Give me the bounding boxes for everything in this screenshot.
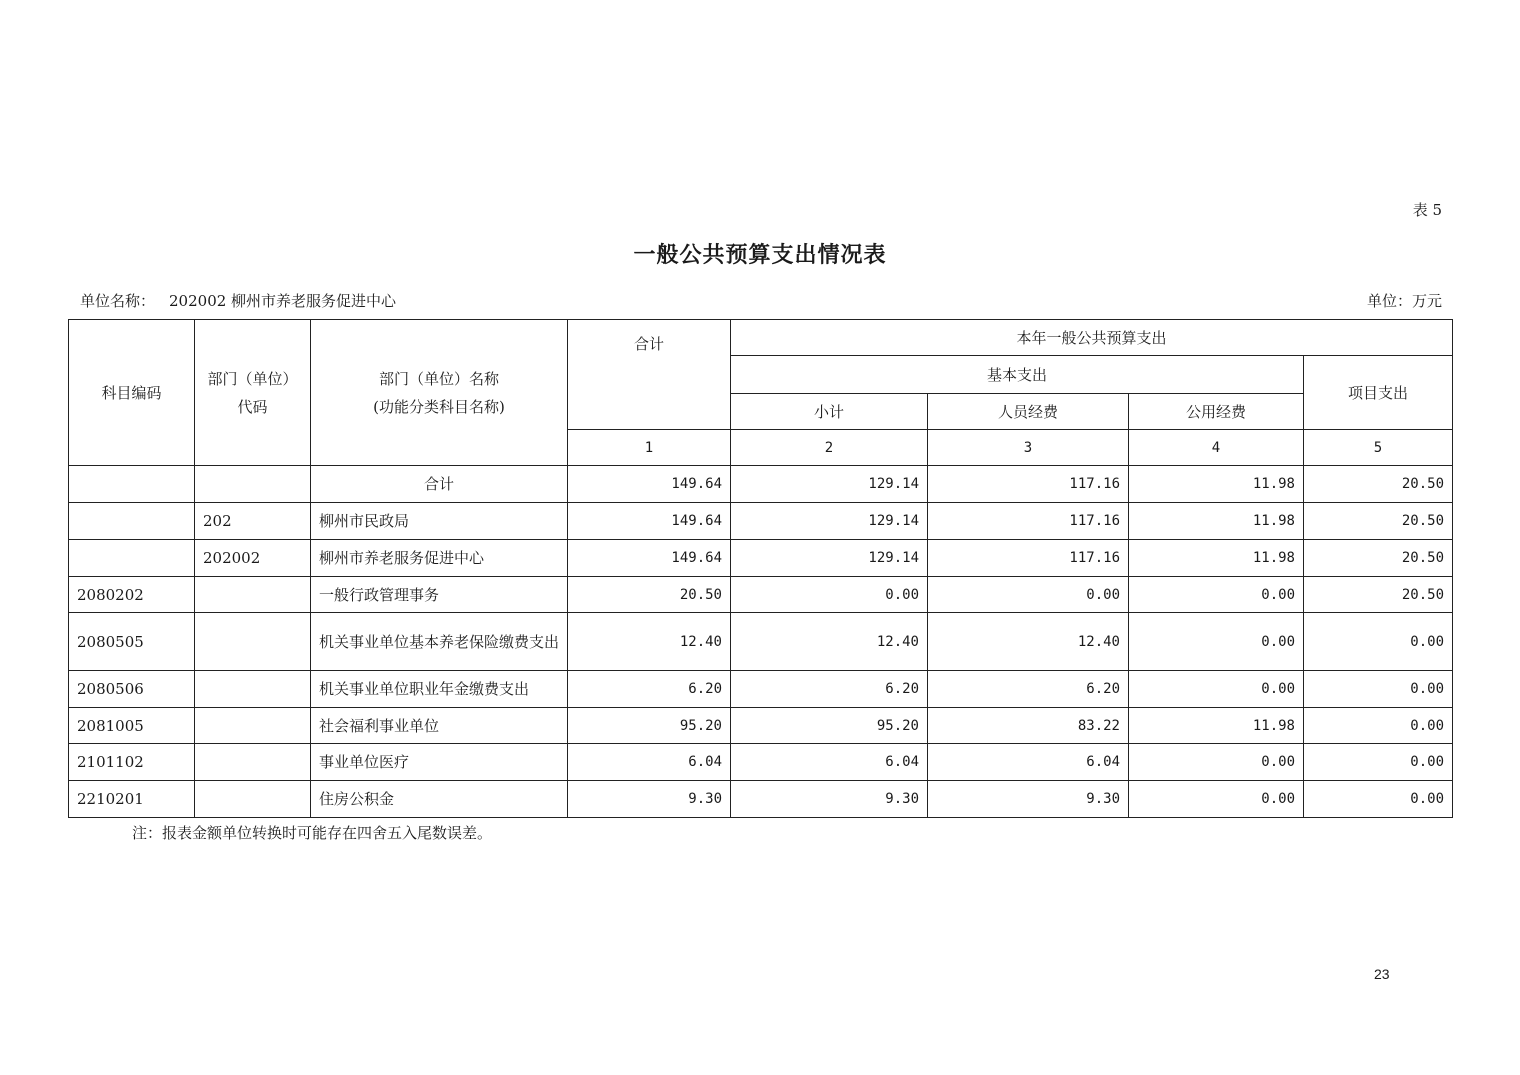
unit-name-value: 202002 柳州市养老服务促进中心 [169,292,397,310]
cell-project: 0.00 [1304,671,1453,708]
header-dept-name [311,320,568,466]
cell-subtotal: 129.14 [731,466,928,503]
table-row [69,466,1453,503]
cell-public: 11.98 [1129,466,1304,503]
cell-personnel: 0.00 [928,577,1129,613]
budget-table [68,319,1453,818]
cell-total: 12.40 [568,613,731,671]
header-dept-code [195,320,311,466]
cell-public: 0.00 [1129,671,1304,708]
table-row [69,540,1453,577]
cell-subject-code: 2081005 [69,708,195,744]
cell-total: 149.64 [568,540,731,577]
cell-dept-code [195,671,311,708]
page-number: 23 [1374,966,1390,982]
cell-total: 149.64 [568,503,731,540]
header-dept-code-line2: 代码 [237,397,268,416]
header-project: 项目支出 [1304,356,1453,430]
cell-subtotal: 95.20 [731,708,928,744]
cell-public: 0.00 [1129,613,1304,671]
cell-personnel: 117.16 [928,540,1129,577]
cell-dept-code [195,613,311,671]
cell-dept-code: 202002 [195,540,311,577]
cell-subject-code [69,540,195,577]
cell-total: 6.04 [568,744,731,781]
cell-personnel: 12.40 [928,613,1129,671]
header-total: 合计 [568,320,731,430]
cell-dept-name: 住房公积金 [311,781,568,818]
cell-subject-code: 2101102 [69,744,195,781]
cell-subject-code [69,503,195,540]
cell-public: 0.00 [1129,577,1304,613]
header-subtotal: 小计 [731,394,928,430]
table-row [69,708,1453,744]
cell-public: 0.00 [1129,744,1304,781]
cell-subject-code [69,466,195,503]
header-current-year: 本年一般公共预算支出 [731,320,1453,356]
cell-dept-code [195,577,311,613]
cell-project: 0.00 [1304,708,1453,744]
cell-subject-code: 2080202 [69,577,195,613]
cell-subtotal: 6.20 [731,671,928,708]
cell-dept-code [195,744,311,781]
cell-total: 9.30 [568,781,731,818]
cell-dept-name: 机关事业单位基本养老保险缴费支出 [311,613,568,671]
table-row [69,744,1453,781]
cell-total: 20.50 [568,577,731,613]
header-basic: 基本支出 [731,356,1304,394]
cell-public: 0.00 [1129,781,1304,818]
cell-public: 11.98 [1129,708,1304,744]
cell-subtotal: 0.00 [731,577,928,613]
cell-project: 20.50 [1304,503,1453,540]
cell-total: 149.64 [568,466,731,503]
cell-dept-name: 事业单位医疗 [311,744,568,781]
header-public: 公用经费 [1129,394,1304,430]
footnote: 注：报表金额单位转换时可能存在四舍五入尾数误差。 [132,824,493,842]
table-number: 表 5 [1412,201,1442,219]
cell-project: 0.00 [1304,744,1453,781]
cell-public: 11.98 [1129,540,1304,577]
col-num-3: 3 [928,430,1129,466]
cell-subject-code: 2080506 [69,671,195,708]
unit-measure: 单位：万元 [1366,292,1442,310]
header-dept-code-line1: 部门（单位） [207,369,298,388]
cell-personnel: 117.16 [928,503,1129,540]
cell-subject-code: 2080505 [69,613,195,671]
unit-name [80,290,410,311]
header-dept-name-line2: (功能分类科目名称) [373,397,505,416]
cell-dept-code [195,781,311,818]
header-subject-code: 科目编码 [69,320,195,466]
cell-subject-code: 2210201 [69,781,195,818]
unit-name-label: 单位名称： [80,292,156,310]
cell-subtotal: 129.14 [731,540,928,577]
cell-dept-code [195,708,311,744]
cell-dept-name: 柳州市民政局 [311,503,568,540]
cell-dept-name: 一般行政管理事务 [311,577,568,613]
table-row [69,503,1453,540]
table-body [69,466,1453,818]
col-num-4: 4 [1129,430,1304,466]
cell-public: 11.98 [1129,503,1304,540]
cell-subtotal: 12.40 [731,613,928,671]
cell-dept-name: 合计 [311,466,568,503]
cell-project: 0.00 [1304,613,1453,671]
cell-project: 0.00 [1304,781,1453,818]
cell-dept-code [195,466,311,503]
cell-dept-name: 柳州市养老服务促进中心 [311,540,568,577]
cell-personnel: 9.30 [928,781,1129,818]
cell-dept-code: 202 [195,503,311,540]
cell-project: 20.50 [1304,540,1453,577]
page-title: 一般公共预算支出情况表 [633,242,887,268]
cell-dept-name: 社会福利事业单位 [311,708,568,744]
cell-total: 95.20 [568,708,731,744]
col-num-1: 1 [568,430,731,466]
cell-dept-name: 机关事业单位职业年金缴费支出 [311,671,568,708]
header-personnel: 人员经费 [928,394,1129,430]
table-row [69,671,1453,708]
col-num-5: 5 [1304,430,1453,466]
table-row [69,577,1453,613]
cell-personnel: 6.04 [928,744,1129,781]
cell-subtotal: 9.30 [731,781,928,818]
table-row [69,781,1453,818]
cell-personnel: 83.22 [928,708,1129,744]
table-row [69,613,1453,671]
header-dept-name-line1: 部门（单位）名称 [378,369,499,388]
col-num-2: 2 [731,430,928,466]
cell-personnel: 117.16 [928,466,1129,503]
cell-project: 20.50 [1304,466,1453,503]
cell-project: 20.50 [1304,577,1453,613]
cell-personnel: 6.20 [928,671,1129,708]
cell-subtotal: 129.14 [731,503,928,540]
table-header [69,320,1453,466]
cell-total: 6.20 [568,671,731,708]
cell-subtotal: 6.04 [731,744,928,781]
